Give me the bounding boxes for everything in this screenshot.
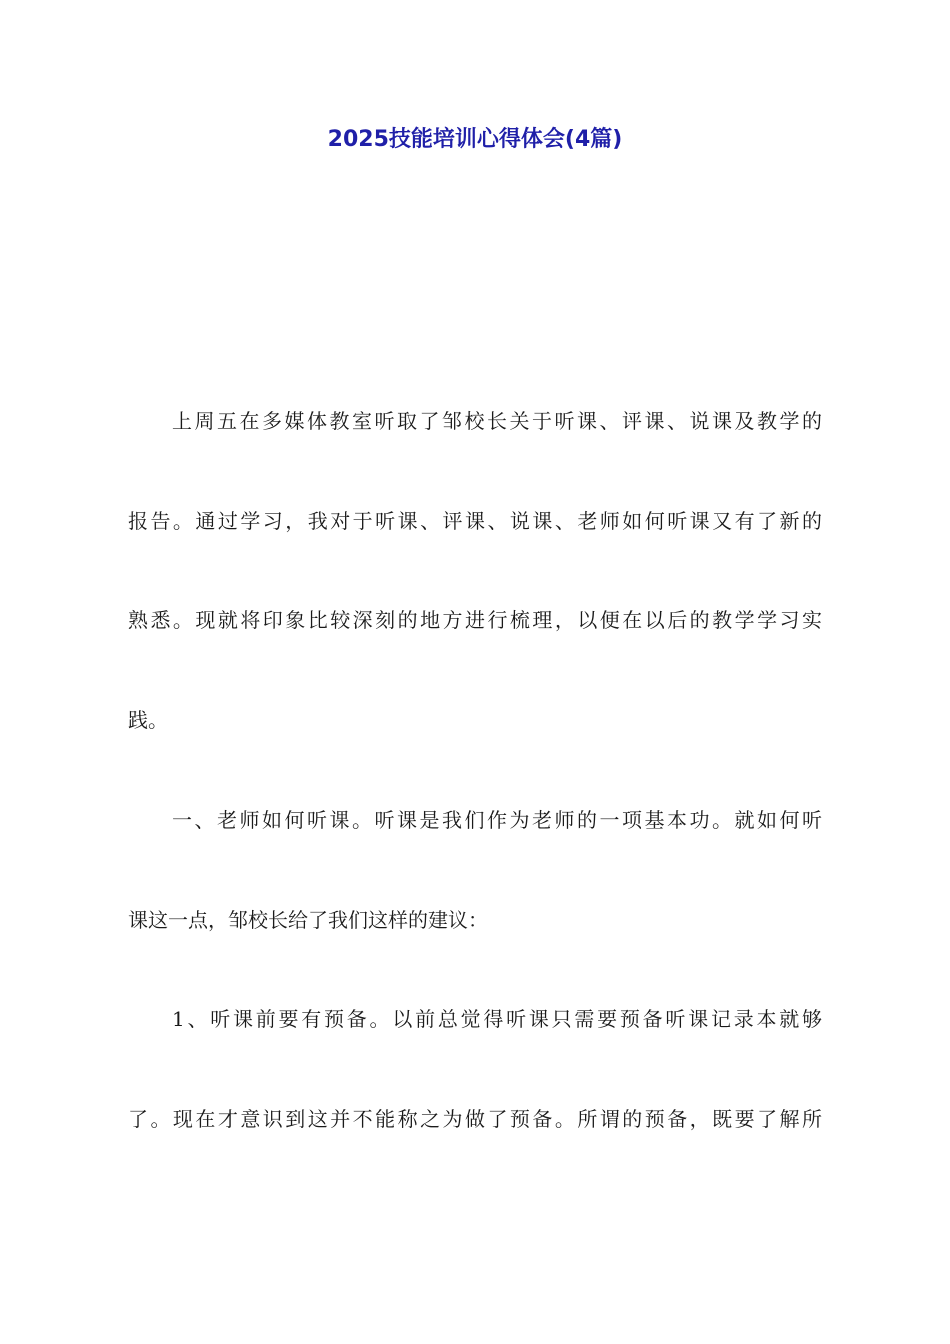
paragraph-3-line-1: 1、听课前要有预备。以前总觉得听课只需要预备听课记录本就够 xyxy=(172,1007,822,1031)
paragraph-2-line-2: 课这一点，邹校长给了我们这样的建议： xyxy=(128,908,488,932)
paragraph-1-line-4: 践。 xyxy=(128,708,168,732)
page-title: 2025技能培训心得体会(4篇) xyxy=(327,127,623,152)
paragraph-1-line-2: 报告。通过学习，我对于听课、评课、说课、老师如何听课又有了新的 xyxy=(128,509,822,533)
paragraph-3-line-2: 了。现在才意识到这并不能称之为做了预备。所谓的预备，既要了解所 xyxy=(128,1107,822,1131)
paragraph-1-line-3: 熟悉。现就将印象比较深刻的地方进行梳理，以便在以后的教学学习实 xyxy=(128,608,822,632)
paragraph-1-line-1: 上周五在多媒体教室听取了邹校长关于听课、评课、说课及教学的 xyxy=(172,409,822,433)
paragraph-2-line-1: 一、老师如何听课。听课是我们作为老师的一项基本功。就如何听 xyxy=(172,808,822,832)
